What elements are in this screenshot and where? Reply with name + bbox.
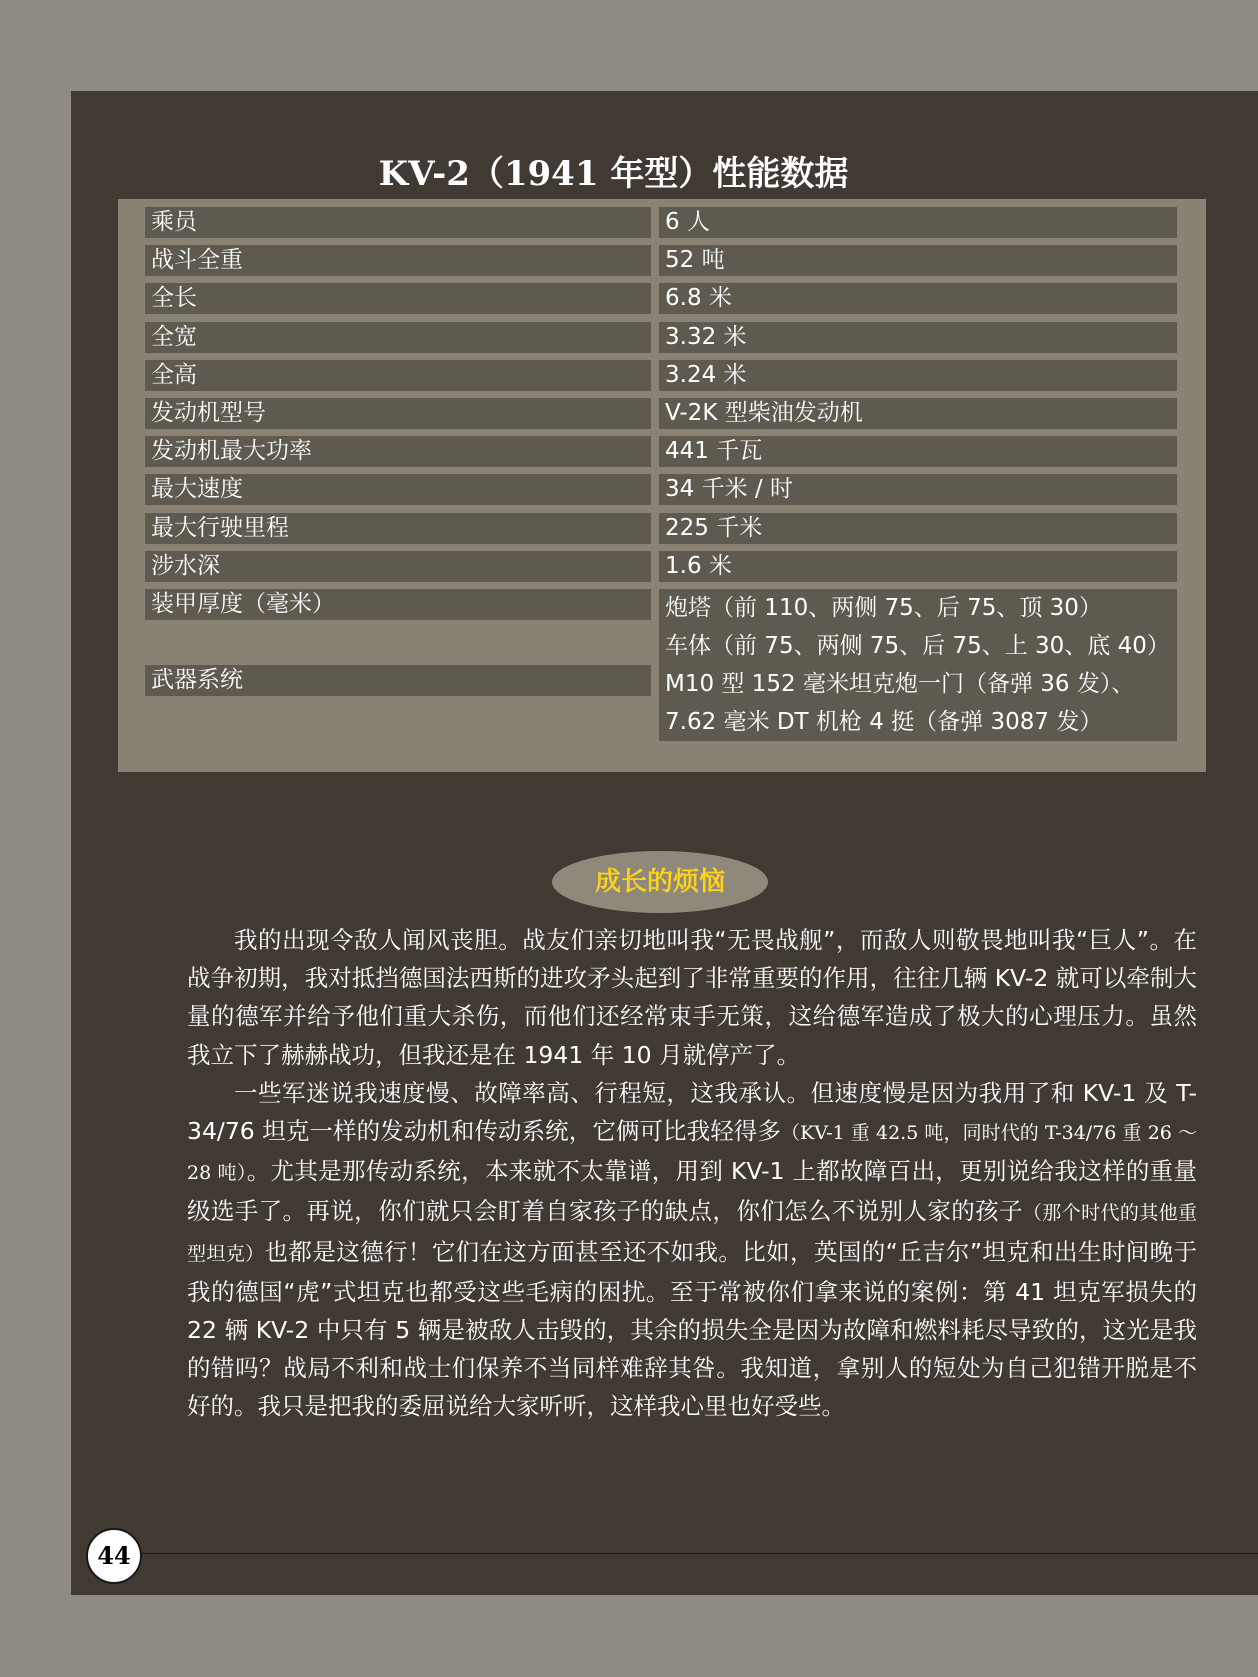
spec-label: 全宽 (145, 322, 651, 353)
spec-value (659, 513, 1177, 544)
spec-label: 全高 (145, 360, 651, 391)
page-number-badge: 44 (86, 1528, 142, 1584)
spec-label: 战斗全重 (145, 245, 651, 276)
spec-value-line: 7.62 毫米 DT 机枪 4 挺（备弹 3087 发） (665, 709, 1103, 735)
spec-value-line: 1.6 米 (665, 552, 732, 579)
paragraph-2-part-c: 也都是这德行！它们在这方面甚至还不如我。比如，英国的“丘吉尔”坦克和出生时间晚于我的德国“虎”式坦克也都受这些毛病的困扰。至于常被你们拿来说的案例：第 41 坦克军损失的 22 辆 KV-2 中只有 5 辆是被敌人击毁的，其余的损失全是因为故障和燃料耗尽导致的，这光是我的错吗？战局不利和战士们保养不当同样难辞其咎。我知道，拿别人的短处为自己犯错开脱是不好的。我只是把我的委屈说给大家听听，这样我心里也好受些。 (187, 1237, 1197, 1421)
spec-label: 乘员 (145, 207, 651, 238)
spec-value (659, 474, 1177, 505)
spec-value-line: 52 吨 (665, 247, 725, 274)
paragraph-2-part-b: 。尤其是那传动系统，本来就不太靠谱，用到 KV-1 上都故障百出，更别说给我这样的重量级选手了。再说，你们就只会盯着自家孩子的缺点，你们怎么不说别人家的孩子 (187, 1157, 1198, 1226)
spec-value (659, 283, 1177, 314)
spec-value (659, 551, 1177, 582)
page-panel (71, 91, 1258, 1595)
spec-value (659, 589, 1177, 665)
footer-rule (133, 1553, 1258, 1554)
spec-label: 最大速度 (145, 474, 651, 505)
spec-value (659, 360, 1177, 391)
spec-value-line: 6.8 米 (665, 285, 732, 312)
spec-label: 涉水深 (145, 551, 651, 582)
spec-label: 武器系统 (145, 665, 651, 696)
spec-value (659, 436, 1177, 467)
spec-value (659, 322, 1177, 353)
spec-value-line: 车体（前 75、两侧 75、后 75、上 30、底 40） (665, 633, 1170, 659)
spec-value-line: V-2K 型柴油发动机 (665, 400, 863, 426)
spec-label: 最大行驶里程 (145, 513, 651, 544)
spec-value-line: M10 型 152 毫米坦克炮一门（备弹 36 发）、 (665, 671, 1135, 697)
body-text (187, 921, 1197, 1426)
spec-value (659, 398, 1177, 429)
spec-value (659, 245, 1177, 276)
spec-label: 全长 (145, 283, 651, 314)
spec-table (118, 199, 1206, 772)
spec-value-line: 6 人 (665, 209, 710, 235)
spec-table-title: KV-2（1941 年型）性能数据 (378, 154, 849, 194)
paragraph-1: 我的出现令敌人闻风丧胆。战友们亲切地叫我“无畏战舰”，而敌人则敬畏地叫我“巨人”。在战争初期，我对抵挡德国法西斯的进攻矛头起到了非常重要的作用，往往几辆 KV-2 就可以牵制大量的德军并给予他们重大杀伤，而他们还经常束手无策，这给德军造成了极大的心理压力。虽然我立下了赫赫战功，但我还是在 1941 年 10 月就停产了。 (187, 926, 1197, 1069)
paragraph-2-part-a: 一些军迷说我速度慢、故障率高、行程短，这我承认。但速度慢是因为我用了和 KV-1 及 T-34/76 坦克一样的发动机和传动系统，它俩可比我轻得多 (187, 1078, 1197, 1146)
spec-value-line: 441 千瓦 (665, 438, 763, 465)
heavy-tank-note: （那个时代的其他重型坦克） (187, 1202, 1197, 1265)
weight-note: （KV-1 重 42.5 吨，同时代的 T-34/76 重 26 ～ 28 吨） (187, 1122, 1197, 1185)
spec-value-line: 炮塔（前 110、两侧 75、后 75、顶 30） (665, 595, 1102, 621)
spec-label: 装甲厚度（毫米） (145, 589, 651, 620)
spec-value-line: 34 千米 / 时 (665, 476, 793, 503)
spec-label: 发动机型号 (145, 398, 651, 429)
spec-value-line: 3.32 米 (665, 323, 747, 350)
section-heading: 成长的烦恼 (552, 851, 768, 913)
spec-value-line: 3.24 米 (665, 361, 747, 388)
paragraph-2 (187, 1074, 1197, 1426)
spec-value (659, 665, 1177, 741)
spec-label: 发动机最大功率 (145, 436, 651, 467)
spec-value-line: 225 千米 (665, 514, 763, 541)
spec-value (659, 207, 1177, 238)
